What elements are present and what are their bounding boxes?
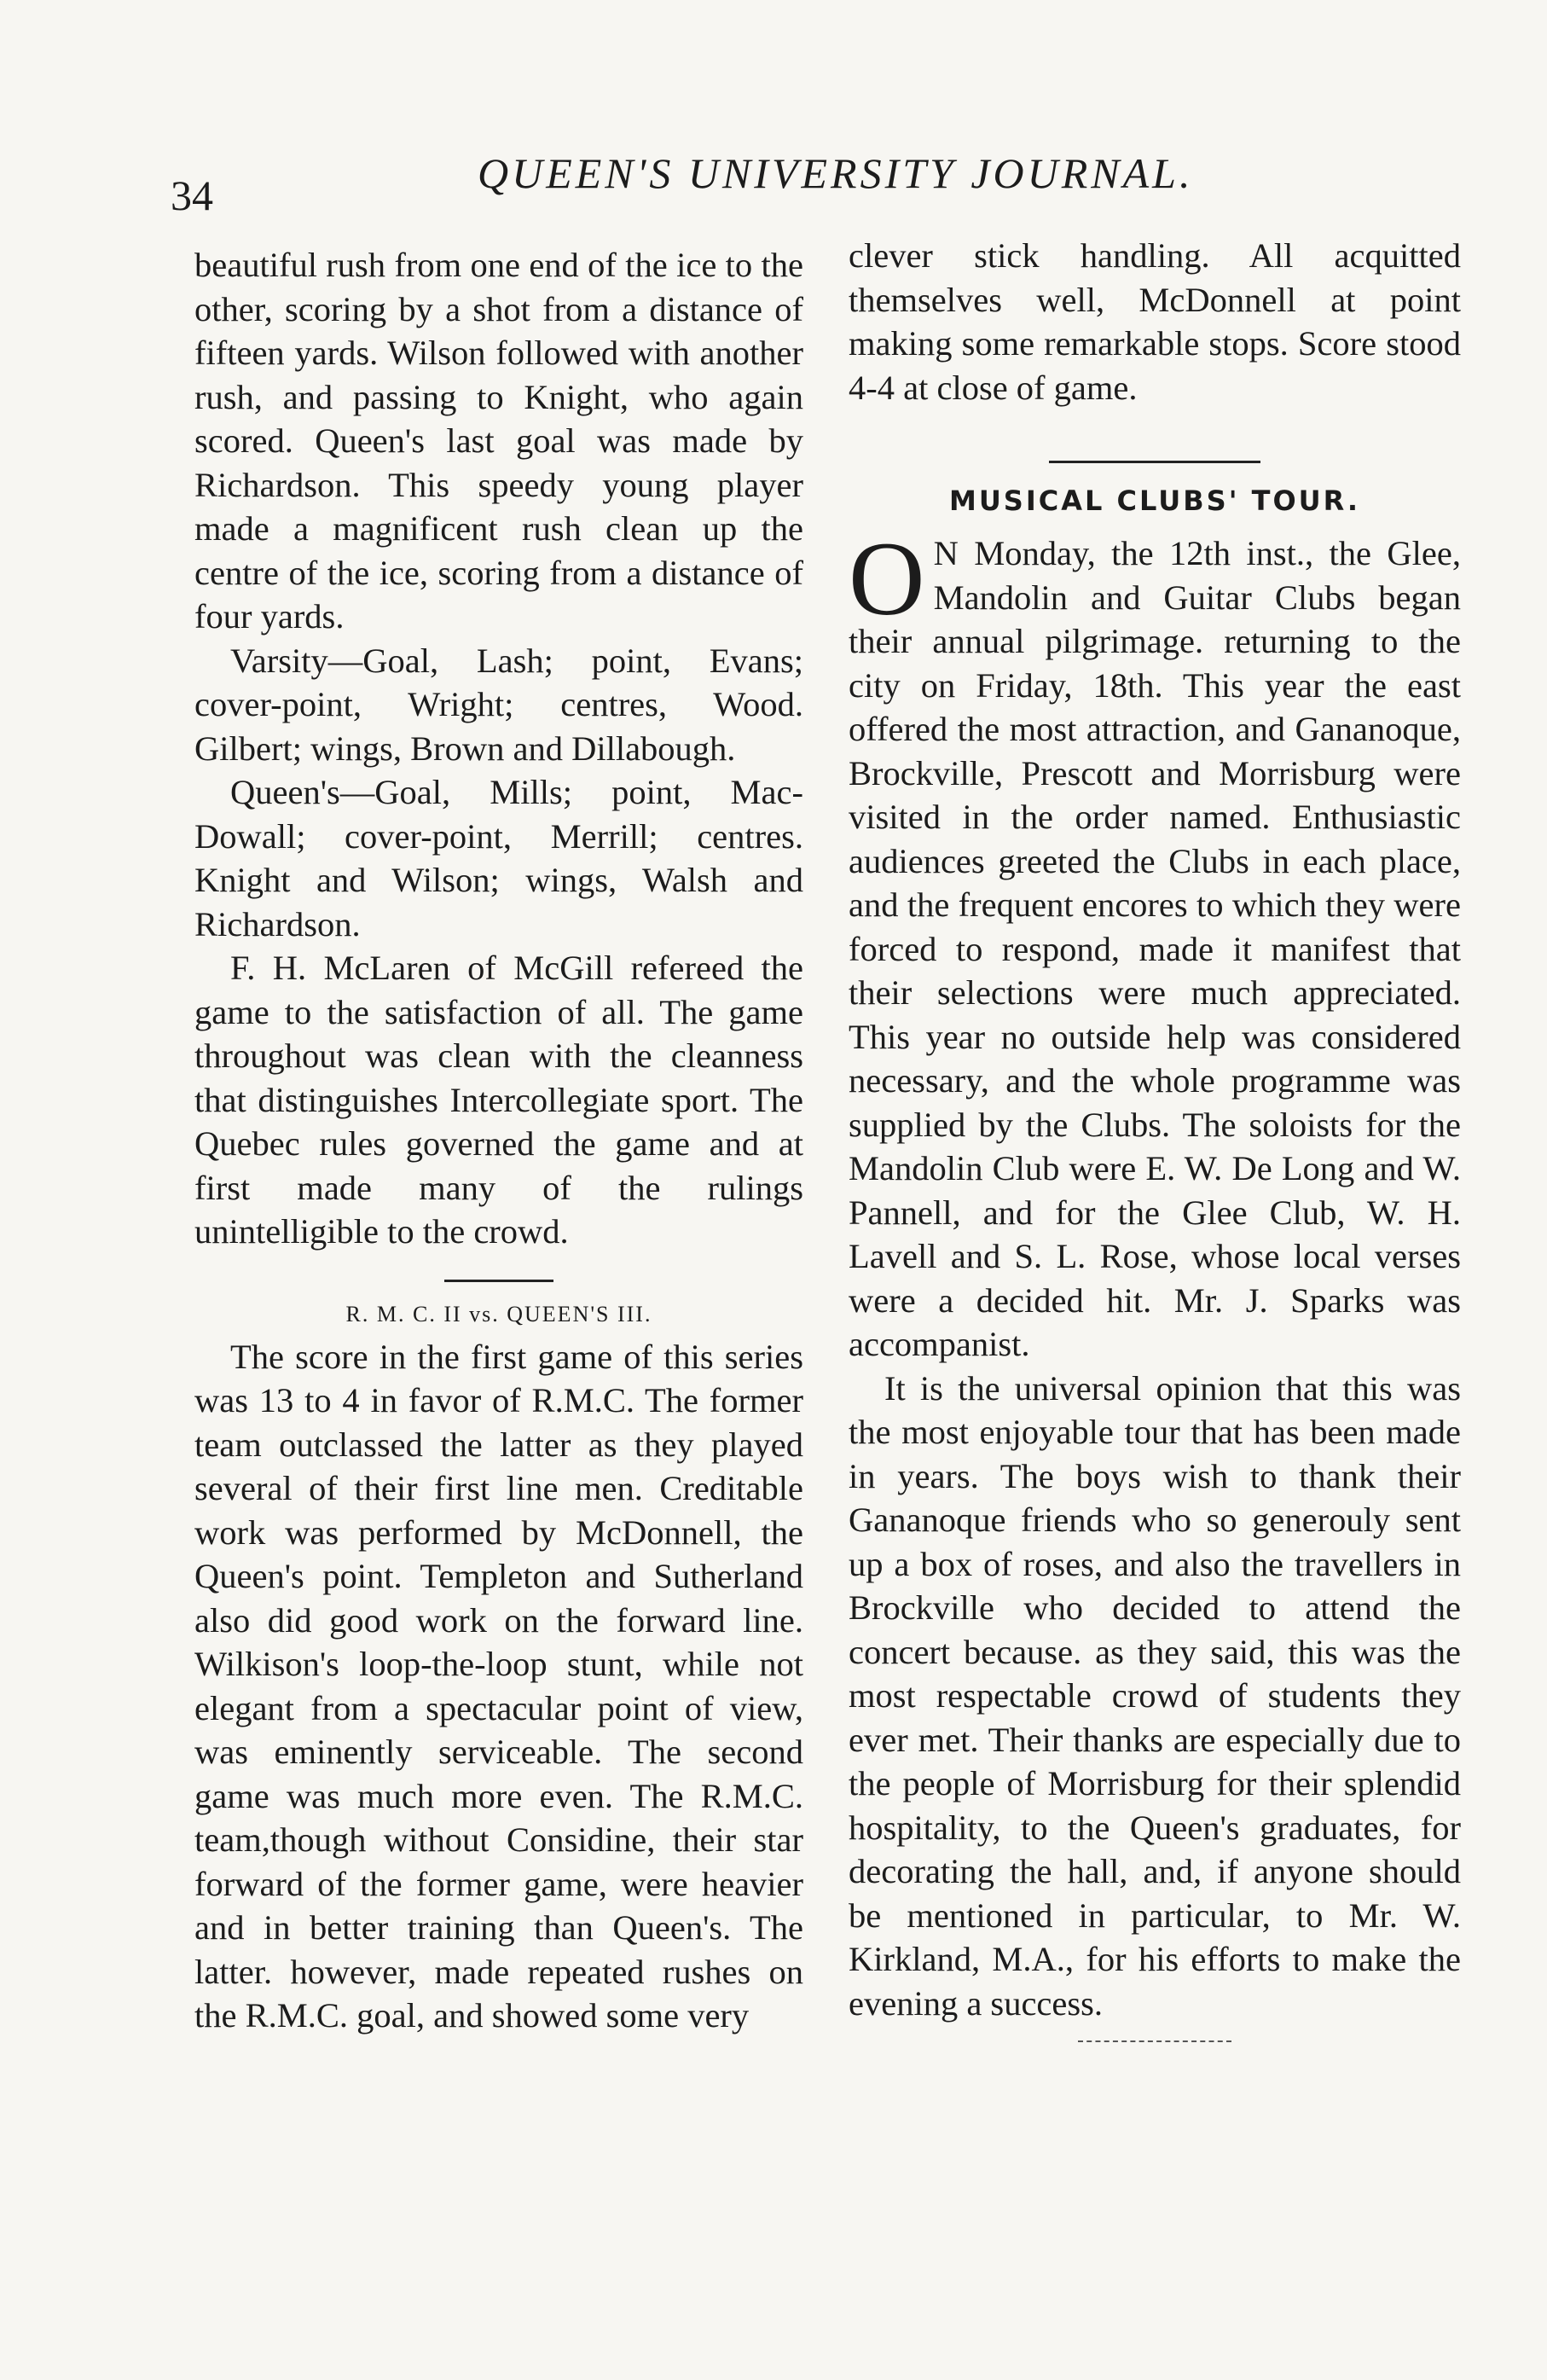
tour-paragraph — [849, 520, 1461, 1367]
rmc-queens-subheading: R. M. C. II vs. QUEEN'S III. — [345, 1301, 652, 1326]
journal-title: QUEEN'S UNIVERSITY JOURNAL. — [478, 149, 1194, 197]
referee-paragraph: F. H. McLaren of McGill refereed the game to the satisfaction of all. The game throughout was clean with the cleanness that distinguishes Intercollegiate sport. The Quebec rules governed the game and at first made many of the rulings unintelligible to the crowd. — [194, 949, 803, 1251]
tour-opinion-paragraph: It is the universal opinion that this was the most enjoyable tour that has been made in years. The boys wish to thank their Gananoque friends who so generouly sent up a box of roses, and also the travellers in Brockville who decided to attend the concert because. as they said, this was the most respectable crowd of students they ever met. Their thanks are especially due to the people of Morrisburg for their splendid hospitality, to the Queen's graduates, for decorating the hall, and, if anyone should be mentioned in particular, to Mr. W. Kirkland, M.A., for his efforts to make the evening a success. — [849, 1368, 1461, 2023]
drop-cap: O — [849, 520, 925, 637]
end-ornament — [1078, 2040, 1231, 2042]
rmc-game-paragraph: The score in the first game of this series was 13 to 4 in favor of R.M.C. The former team outclassed the latter as they played several of their first line men. Creditable work was performed by McDonnell, the Queen's point. Templeton and Sutherland also did good work on the forward line. Wilkison's loop-the-loop stunt, while not elegant from a spectacular point of view, was eminently serviceable. The second game was much more even. The R.M.C. team,though without Considine, their star forward of the former game, were heavier and in better training than Queen's. The latter. however, made repeated rushes on the R.M.C. goal, and showed some very — [194, 1337, 803, 2035]
queens-lineup: Queen's—Goal, Mills; point, MacDowall; cover-point, Merrill; centres. Knight and Wilson; wings, Walsh and Richardson. — [194, 773, 803, 943]
tour-paragraph-text: N Monday, the 12th inst., the Glee, Mandolin and Guitar Clubs began their annual pilgrimage. returning to the city on Friday, 18th. This year the east offered the most attraction, and Gananoque, Brockville, Prescott and Morrisburg were visited in the order named. Enthusiastic audiences greeted the Clubs in each place, and the frequent encores to which they were forced to respond, made it manifest that their selections were much appreciated. This year no outside help was considered necessary, and the whole programme was supplied by the Clubs. The soloists for the Mandolin Club were E. W. De Long and W. Pannell, and for the Glee Club, W. H. Lavell and S. L. Rose, whose local verses were a decided hit. Mr. J. Sparks was accompanist. — [849, 534, 1461, 1363]
section-divider — [444, 1280, 553, 1282]
page-header — [171, 145, 1194, 222]
right-column — [849, 234, 1461, 2042]
page-number: 34 — [171, 171, 213, 219]
game-conclusion-paragraph: clever stick handling. All acquitted themselves well, McDonnell at point making some remarkable stops. Score stood 4-4 at close of game. — [849, 236, 1461, 407]
left-column — [194, 243, 803, 2038]
musical-clubs-tour-heading: MUSICAL CLUBS' TOUR. — [948, 485, 1361, 517]
hockey-report-paragraph: beautiful rush from one end of the ice to the other, scoring by a shot from a distance of fifteen yards. Wilson followed with another rush, and passing to Knight, who again scored. Queen's last goal was made by Richardson. This speedy young player made a magnificent rush clean up the centre of the ice, scoring from a distance of four yards. — [194, 246, 803, 636]
varsity-lineup: Varsity—Goal, Lash; point, Evans; cover-point, Wright; centres, Wood. Gilbert; wings, Brown and Dillabough. — [194, 641, 803, 768]
section-divider — [1049, 461, 1260, 463]
